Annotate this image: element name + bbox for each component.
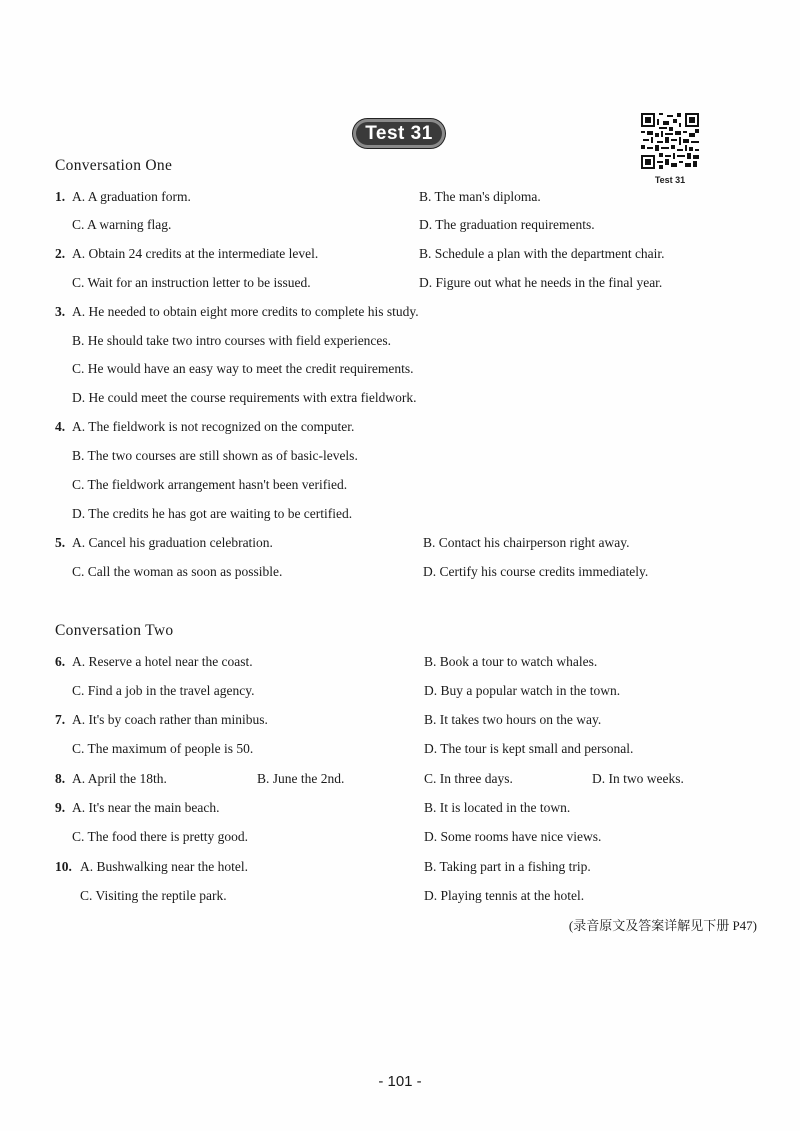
option-b: B. The two courses are still shown as of basic-levels.	[72, 448, 358, 463]
question-number: 8.	[55, 771, 66, 786]
option-b: B. Taking part in a fishing trip.	[424, 859, 591, 874]
option-c: C. Visiting the reptile park.	[80, 888, 227, 903]
option-c: C. He would have an easy way to meet the credit requirements.	[72, 361, 414, 376]
option-a: A. Cancel his graduation celebration.	[72, 535, 273, 550]
question-row	[0, 768, 800, 790]
section-heading-conversation-two: Conversation Two	[55, 622, 174, 639]
option-c: C. The food there is pretty good.	[72, 829, 248, 844]
option-b: B. The man's diploma.	[419, 189, 541, 204]
question-row	[0, 651, 800, 673]
option-b: B. It takes two hours on the way.	[424, 712, 602, 727]
question-number: 5.	[55, 535, 66, 550]
question-row	[0, 243, 800, 265]
qr-code-icon	[641, 113, 699, 169]
option-c: C. Wait for an instruction letter to be issued.	[72, 275, 311, 290]
option-a: A. April the 18th.	[72, 771, 167, 786]
question-row	[0, 272, 800, 294]
option-d: D. He could meet the course requirements with extra fieldwork.	[72, 390, 417, 405]
question-row	[0, 186, 800, 208]
question-number: 1.	[55, 189, 66, 204]
option-d: D. Playing tennis at the hotel.	[424, 888, 585, 903]
question-row	[0, 503, 800, 525]
section-heading-conversation-one: Conversation One	[55, 157, 173, 174]
option-d: D. Buy a popular watch in the town.	[424, 683, 621, 698]
option-d: D. The credits he has got are waiting to be certified.	[72, 506, 353, 521]
question-row	[0, 561, 800, 583]
qr-code-label: Test 31	[654, 175, 686, 185]
question-number: 6.	[55, 654, 66, 669]
question-row	[0, 358, 800, 380]
question-number: 9.	[55, 800, 66, 815]
option-d: D. The graduation requirements.	[419, 217, 595, 232]
test-title: Test 31	[365, 122, 433, 144]
option-b: B. Book a tour to watch whales.	[424, 654, 598, 669]
question-row	[0, 330, 800, 352]
question-row	[0, 826, 800, 848]
question-number: 3.	[55, 304, 66, 319]
question-row	[0, 387, 800, 409]
test-title-badge	[353, 119, 445, 148]
option-b: B. Contact his chairperson right away.	[423, 535, 630, 550]
question-row	[0, 856, 800, 878]
option-a: A. It's near the main beach.	[72, 800, 220, 815]
option-a: A. It's by coach rather than minibus.	[72, 712, 268, 727]
option-c: C. A warning flag.	[72, 217, 172, 232]
option-b: B. Schedule a plan with the department chair.	[419, 246, 665, 261]
option-a: A. The fieldwork is not recognized on the computer.	[72, 419, 355, 434]
option-c: C. Call the woman as soon as possible.	[72, 564, 283, 579]
question-row	[0, 214, 800, 236]
option-a: A. Bushwalking near the hotel.	[80, 859, 248, 874]
question-row	[0, 445, 800, 467]
question-row	[0, 885, 800, 907]
question-number: 10.	[55, 859, 72, 874]
question-row	[0, 797, 800, 819]
answer-reference-note: (录音原文及答案详解见下册 P47)	[568, 918, 757, 933]
option-c: C. In three days.	[424, 771, 513, 786]
question-row	[0, 709, 800, 731]
question-row	[0, 680, 800, 702]
option-a: A. He needed to obtain eight more credits to complete his study.	[72, 304, 419, 319]
option-d: D. Figure out what he needs in the final year.	[419, 275, 663, 290]
question-row	[0, 474, 800, 496]
question-row	[0, 301, 800, 323]
page-number: - 101 -	[378, 1073, 422, 1090]
option-a: A. Obtain 24 credits at the intermediate level.	[72, 246, 319, 261]
option-d: D. The tour is kept small and personal.	[424, 741, 634, 756]
option-d: D. Certify his course credits immediately.	[423, 564, 649, 579]
option-c: C. The maximum of people is 50.	[72, 741, 254, 756]
question-row	[0, 416, 800, 438]
question-row	[0, 738, 800, 760]
question-row	[0, 532, 800, 554]
question-number: 7.	[55, 712, 66, 727]
option-b: B. He should take two intro courses with field experiences.	[72, 333, 392, 348]
option-c: C. The fieldwork arrangement hasn't been verified.	[72, 477, 348, 492]
option-c: C. Find a job in the travel agency.	[72, 683, 255, 698]
option-b: B. It is located in the town.	[424, 800, 571, 815]
question-number: 4.	[55, 419, 66, 434]
option-a: A. A graduation form.	[72, 189, 191, 204]
option-a: A. Reserve a hotel near the coast.	[72, 654, 253, 669]
option-b: B. June the 2nd.	[257, 771, 345, 786]
option-d: D. Some rooms have nice views.	[424, 829, 602, 844]
option-d: D. In two weeks.	[592, 771, 684, 786]
question-number: 2.	[55, 246, 66, 261]
